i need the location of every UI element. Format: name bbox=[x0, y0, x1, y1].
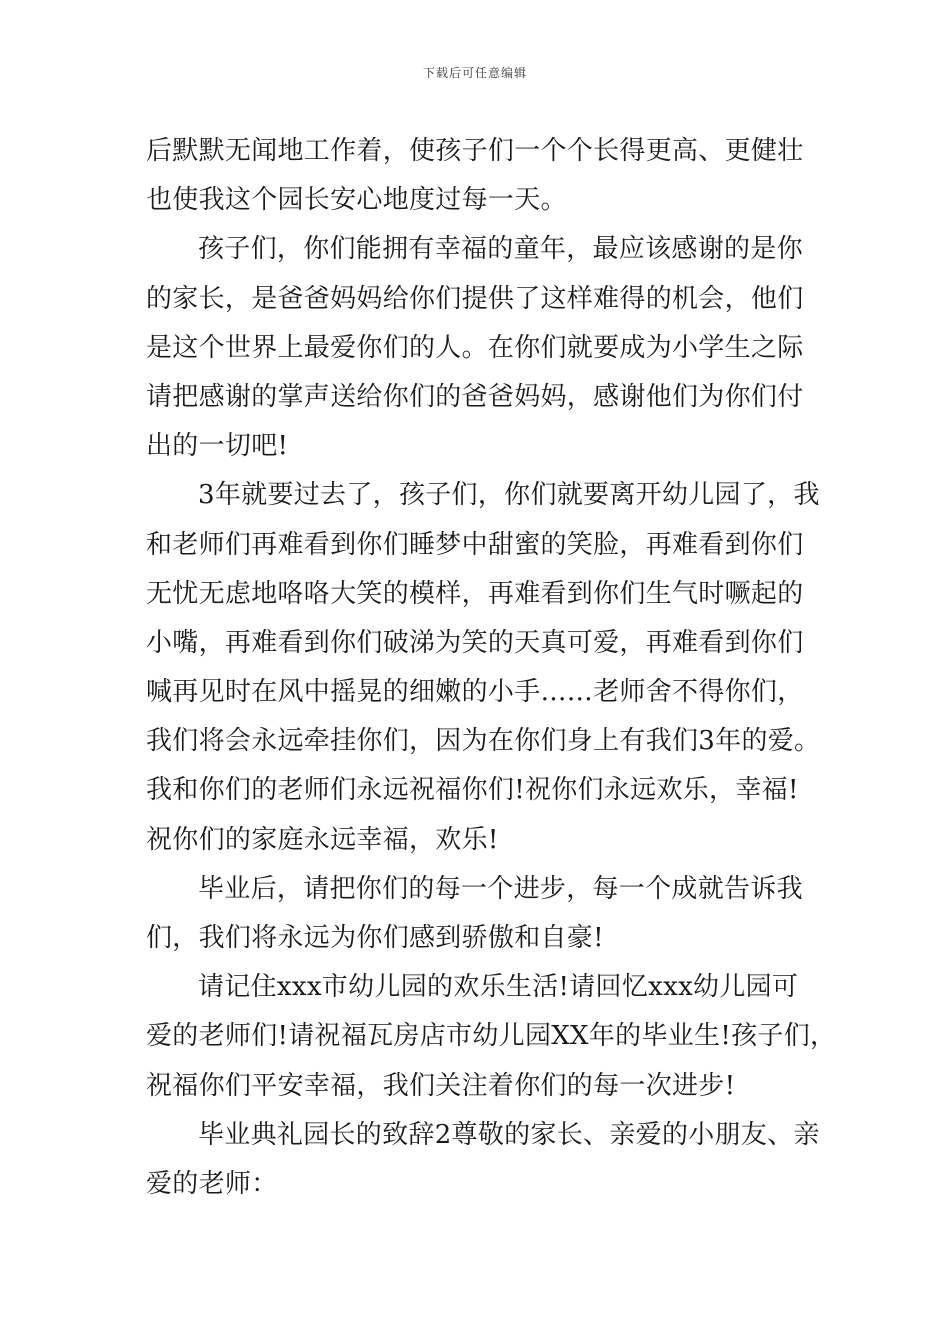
text-line: 祝福你们平安幸福，我们关注着你们的每一次进步! bbox=[146, 1070, 736, 1101]
text-line: 的家长，是爸爸妈妈给你们提供了这样难得的机会，他们 bbox=[146, 283, 804, 314]
paragraph-start-line: 3年就要过去了，孩子们，你们就要离开幼儿园了，我 bbox=[198, 480, 820, 511]
text-line: 无忧无虑地咯咯大笑的模样，再难看到你们生气时噘起的 bbox=[146, 578, 804, 609]
text-line: 爱的老师们!请祝福瓦房店市幼儿园XX年的毕业生!孩子们， bbox=[146, 1021, 837, 1052]
text-line: 也使我这个园长安心地度过每一天。 bbox=[146, 185, 567, 216]
text-line: 是这个世界上最爱你们的人。在你们就要成为小学生之际 bbox=[146, 332, 804, 363]
text-line: 请把感谢的掌声送给你们的爸爸妈妈，感谢他们为你们付 bbox=[146, 381, 804, 412]
text-line: 和老师们再难看到你们睡梦中甜蜜的笑脸，再难看到你们 bbox=[146, 529, 804, 560]
text-line: 爱的老师： bbox=[146, 1168, 278, 1199]
text-line: 出的一切吧! bbox=[146, 431, 289, 462]
text-line: 后默默无闻地工作着，使孩子们一个个长得更高、更健壮 bbox=[146, 136, 804, 166]
document-body bbox=[146, 127, 837, 1209]
text-line: 祝你们的家庭永远幸福，欢乐! bbox=[146, 824, 499, 855]
paragraph-start-line: 毕业后，请把你们的每一个进步，每一个成就告诉我 bbox=[198, 873, 803, 904]
text-line: 我和你们的老师们永远祝福你们!祝你们永远欢乐，幸福! bbox=[146, 775, 799, 806]
text-line: 喊再见时在风中摇晃的细嫩的小手……老师舍不得你们， bbox=[146, 677, 804, 708]
paragraph-start-line: 孩子们，你们能拥有幸福的童年，最应该感谢的是你 bbox=[198, 234, 803, 265]
paragraph-start-line: 请记住xxx市幼儿园的欢乐生活!请回忆xxx幼儿园可 bbox=[198, 972, 799, 1003]
text-line: 小嘴，再难看到你们破涕为笑的天真可爱，再难看到你们 bbox=[146, 627, 804, 658]
page-header: 下载后可任意编辑 bbox=[422, 66, 527, 80]
text-line: 们，我们将永远为你们感到骄傲和自豪! bbox=[146, 923, 604, 953]
text-line: 我们将会永远牵挂你们，因为在你们身上有我们3年的爱。 bbox=[146, 726, 821, 757]
paragraph-start-line: 毕业典礼园长的致辞2尊敬的家长、亲爱的小朋友、亲 bbox=[198, 1119, 820, 1150]
